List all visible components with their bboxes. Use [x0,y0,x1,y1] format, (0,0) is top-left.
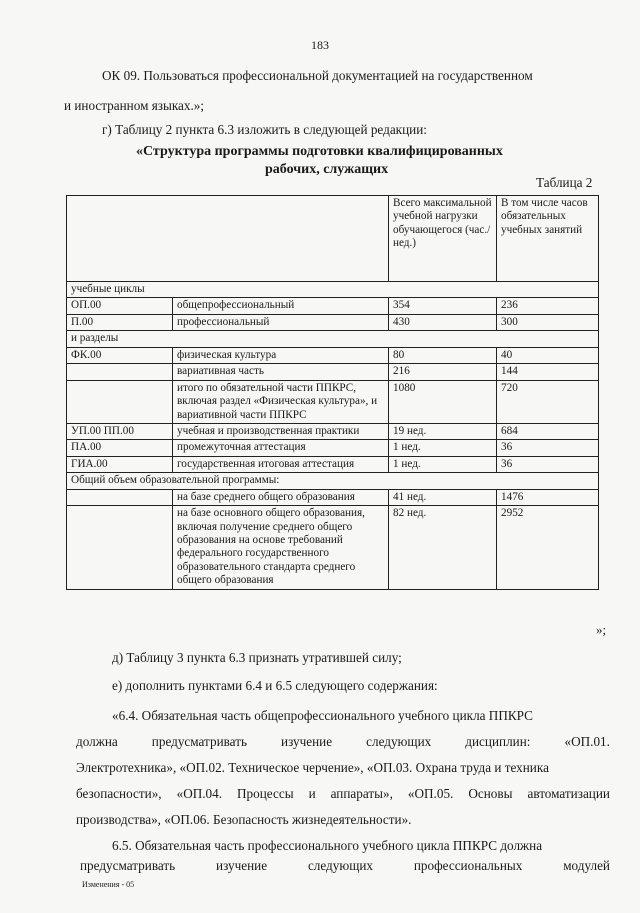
table-row [67,347,599,363]
row-total: 216 [389,364,497,380]
row-mandatory: 300 [497,314,599,330]
section-parts: и разделы [67,331,599,347]
table-header-row [67,196,599,282]
row-code: ПА.00 [67,440,173,456]
row-total: 41 нед. [389,489,497,505]
section-total: Общий объем образовательной программы: [67,473,599,489]
word: должна [76,734,118,749]
header-mandatory-hours: В том числе часов обязательных учебных занятий [497,196,599,282]
ok09-line-2: и иностранном языках.»; [64,98,205,113]
table-row [67,506,599,590]
word: «ОП.05. [407,786,454,801]
table-row [67,456,599,472]
word: изучение [281,734,333,749]
row-name: промежуточная аттестация [173,440,389,456]
item-e: е) дополнить пунктами 6.4 и 6.5 следующего содержания: [112,678,438,693]
word: Основы [468,786,513,801]
row-mandatory: 40 [497,347,599,363]
title-line-2: рабочих, служащих [265,162,389,177]
row-code: ГИА.00 [67,456,173,472]
page-number: 183 [311,38,329,52]
row-mandatory: 2952 [497,506,599,590]
word: модулей [563,858,610,873]
row-total: 1 нед. [389,440,497,456]
row-name: учебная и производственная практики [173,423,389,439]
word: и [308,786,316,801]
row-total: 80 [389,347,497,363]
section-cycles: учебные циклы [67,282,599,298]
row-code: УП.00 ПП.00 [67,423,173,439]
row-name: итого по обязательной части ППКРС, включая раздел «Физическая культура», и вариативной части ППКРС [173,380,389,423]
p64-line-2 [76,734,610,750]
word: автоматизации [527,786,610,801]
row-total: 19 нед. [389,423,497,439]
row-mandatory: 720 [497,380,599,423]
section-row [67,282,599,298]
footer-note: Изменения - 05 [82,880,135,889]
table-row [67,489,599,505]
section-row [67,473,599,489]
row-total: 82 нед. [389,506,497,590]
table-row [67,423,599,439]
word: «ОП.01. [564,734,610,749]
row-name: профессиональный [173,314,389,330]
row-total: 1 нед. [389,456,497,472]
p64-line-4 [76,786,610,802]
row-mandatory: 144 [497,364,599,380]
table-row [67,380,599,423]
row-name: на базе основного общего образования, включая получение среднего общего образования на основе требований федерального государственного образовательного стандарта среднего общего образования [173,506,389,590]
p65-line-2 [80,858,610,874]
section-row [67,331,599,347]
row-total: 354 [389,298,497,314]
word: профессиональных [413,858,523,873]
row-code: ОП.00 [67,298,173,314]
row-mandatory: 684 [497,423,599,439]
title-line-1: «Структура программы подготовки квалифицированных [136,144,503,159]
p64-line-1: «6.4. Обязательная часть общепрофессионального учебного цикла ППКРС [112,708,533,723]
word: предусматривать [80,858,176,873]
table-end-mark: »; [596,622,607,637]
row-mandatory: 1476 [497,489,599,505]
header-total-hours: Всего максимальной учебной нагрузки обучающегося (час./нед.) [389,196,497,282]
item-d: д) Таблицу 3 пункта 6.3 признать утратившей силу; [112,650,402,665]
word: безопасности», [76,786,162,801]
row-code [67,489,173,505]
table-row [67,364,599,380]
table-header-empty [67,196,389,282]
row-code [67,364,173,380]
p65-line-1: 6.5. Обязательная часть профессионального учебного цикла ППКРС должна [112,838,543,853]
row-mandatory: 236 [497,298,599,314]
row-code [67,506,173,590]
word: «ОП.04. [176,786,223,801]
p64-line-3: Электротехника», «ОП.02. Техническое черчение», «ОП.03. Охрана труда и техника [76,760,549,775]
p64-line-5: производства», «ОП.06. Безопасность жизнедеятельности». [76,812,412,827]
word: предусматривать [151,734,247,749]
table-row [67,440,599,456]
row-code [67,380,173,423]
word: аппараты», [330,786,393,801]
word: следующих [366,734,432,749]
row-mandatory: 36 [497,440,599,456]
item-g: г) Таблицу 2 пункта 6.3 изложить в следующей редакции: [102,122,427,137]
row-name: государственная итоговая аттестация [173,456,389,472]
ok09-line-1: ОК 09. Пользоваться профессиональной документацией на государственном [102,68,533,83]
row-code: ФК.00 [67,347,173,363]
row-name: физическая культура [173,347,389,363]
word: изучение [216,858,268,873]
row-total: 430 [389,314,497,330]
table-row [67,298,599,314]
row-mandatory: 36 [497,456,599,472]
row-code: П.00 [67,314,173,330]
row-name: на базе среднего общего образования [173,489,389,505]
word: следующих [307,858,374,873]
row-total: 1080 [389,380,497,423]
word: дисциплин: [465,734,531,749]
table-row [67,314,599,330]
row-name: общепрофессиональный [173,298,389,314]
word: Процессы [237,786,294,801]
row-name: вариативная часть [173,364,389,380]
table-label: Таблица 2 [536,175,593,190]
structure-table [66,195,599,590]
